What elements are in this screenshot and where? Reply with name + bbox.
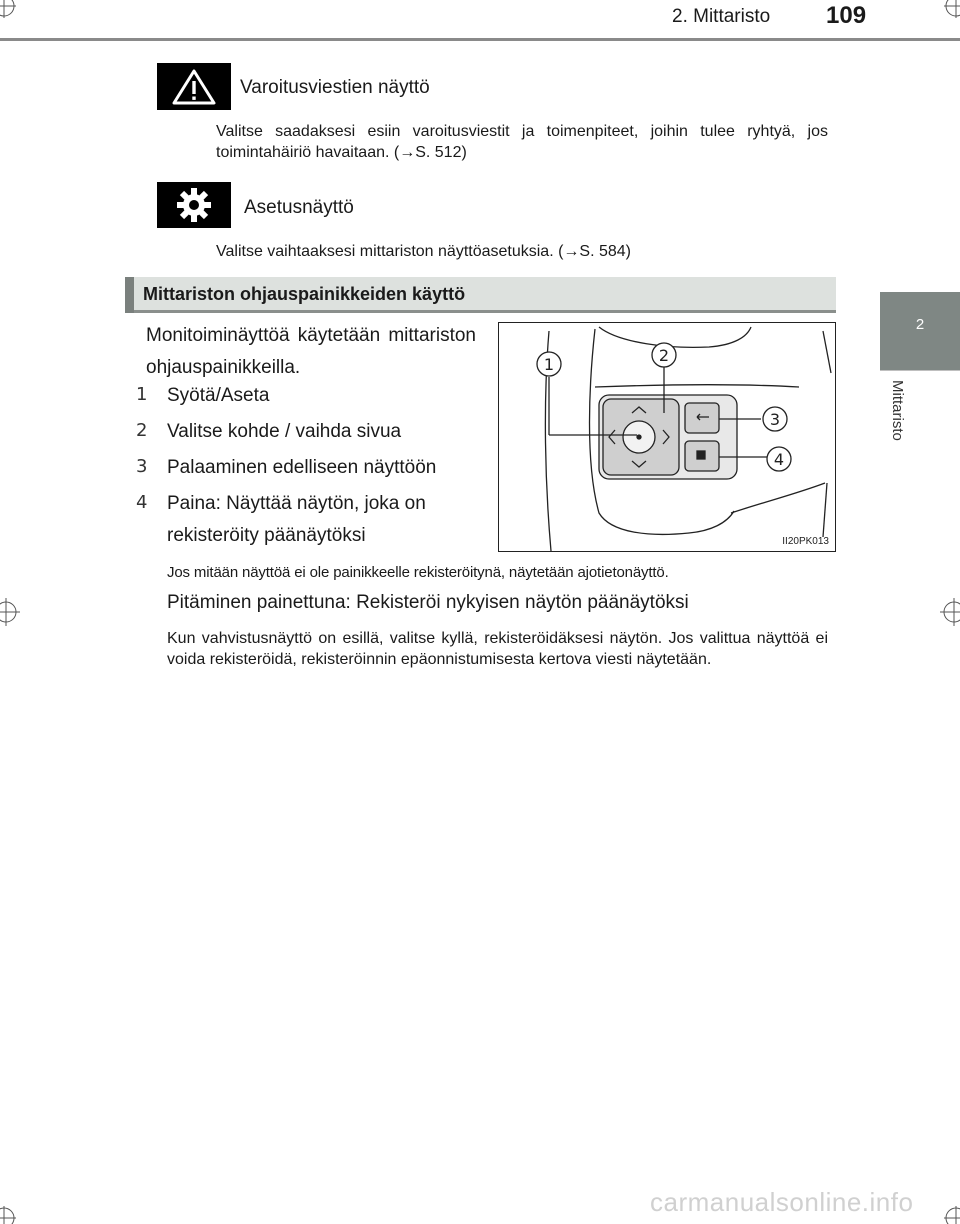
callout-3: 3 <box>769 410 781 429</box>
note-text: Jos mitään näyttöä ei ole painikkeelle rekisteröitynä, näytetään ajotietonäyttö. <box>167 564 669 581</box>
footer-watermark[interactable]: carmanualsonline.info <box>650 1187 914 1217</box>
list-item: Syötä/Aseta <box>167 385 270 406</box>
section-intro: Monitoiminäyttöä käytetään mittariston ohjauspainikkeilla. <box>146 325 476 378</box>
callout-1: 1 <box>543 355 555 374</box>
list-number: 4 <box>136 492 148 513</box>
list-number: 3 <box>136 456 148 477</box>
list-item: Paina: Näyttää näytön, joka on <box>167 493 426 514</box>
section-title: Mittariston ohjauspainikkeiden käyttö <box>143 284 466 304</box>
side-tab-label: Mittaristo <box>889 380 906 441</box>
figure-code: II20PK013 <box>782 536 829 547</box>
side-tab-divider <box>880 370 960 371</box>
warning-screen-description: Valitse saadaksesi esiin varoitusviestit ja toimenpiteet, joihin tulee ryhtyä, jos toimintahäiriö havaitaan. (→S. 512) <box>216 123 828 161</box>
list-item: Valitse kohde / vaihda sivua <box>167 421 402 442</box>
page-number: 109 <box>826 2 867 29</box>
hold-press-title: Pitäminen painettuna: Rekisteröi nykyisen näytön päänäytöksi <box>167 592 689 613</box>
callout-2: 2 <box>658 346 670 365</box>
warning-screen-title: Varoitusviestien näyttö <box>240 77 430 98</box>
side-tab-number: 2 <box>915 316 925 333</box>
gear-icon <box>157 182 231 228</box>
hold-press-description: Kun vahvistusnäyttö on esillä, valitse kyllä, rekisteröidäksesi näytön. Jos valittua näyttöä ei voida rekisteröidä, rekisteröinnin epäonnistumisesta kertova viesti näytetään. <box>167 630 828 668</box>
list-number: 2 <box>136 420 148 441</box>
callout-4: 4 <box>773 450 785 469</box>
list-item: Palaaminen edelliseen näyttöön <box>167 457 437 478</box>
settings-screen-description: Valitse vaihtaaksesi mittariston näyttöasetuksia. (→S. 584) <box>216 243 631 260</box>
header-rule <box>0 38 960 41</box>
steering-switch-figure <box>498 322 836 552</box>
steering-switch-illustration <box>499 323 836 552</box>
settings-screen-title: Asetusnäyttö <box>244 197 354 218</box>
warning-triangle-icon <box>157 63 231 110</box>
list-number: 1 <box>136 384 148 405</box>
section-banner-accent <box>125 277 134 313</box>
header-section-title: 2. Mittaristo <box>672 6 771 27</box>
list-item-continuation: rekisteröity päänäytöksi <box>167 525 366 546</box>
